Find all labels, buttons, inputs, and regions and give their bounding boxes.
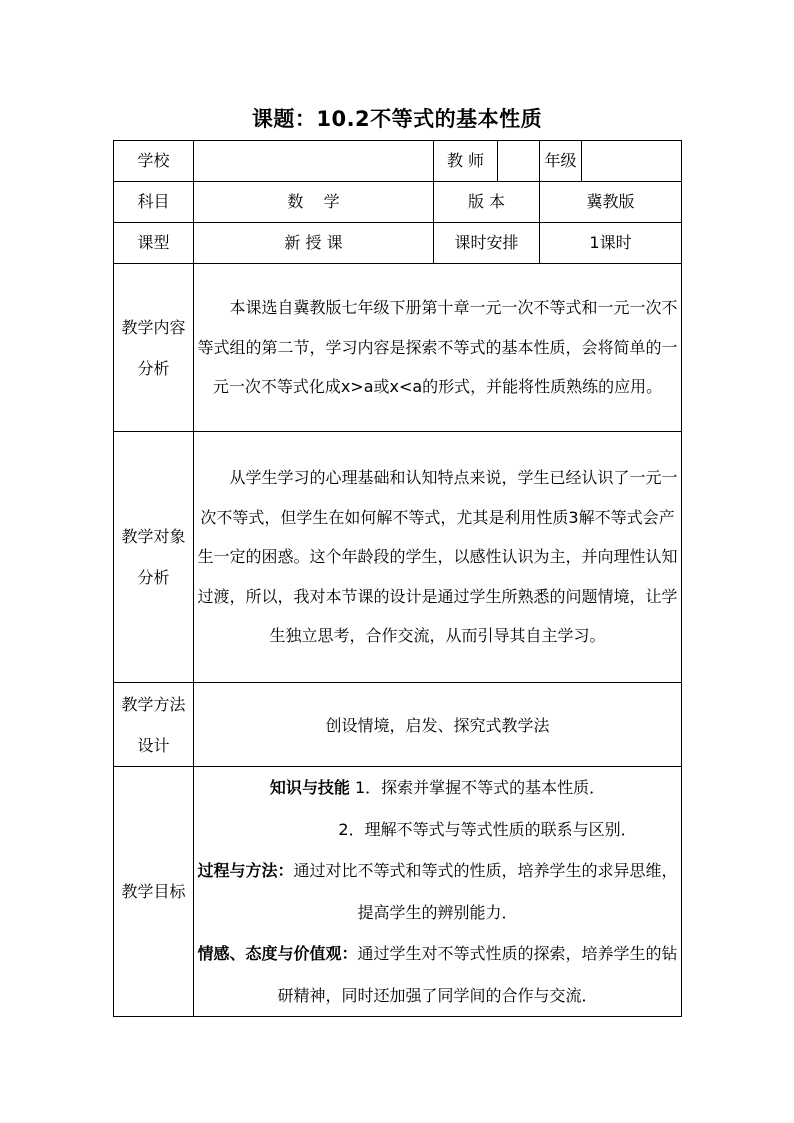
teacher-field[interactable] [498, 141, 539, 181]
page-title: 课题：10.2不等式的基本性质 [251, 107, 543, 131]
subject-value: 数 学 [194, 182, 434, 223]
process-text: 通过对比不等式和等式的性质，培养学生的求异思维，提高学生的辨别能力． [293, 861, 678, 922]
goals-content [194, 767, 682, 1017]
method-label: 教学方法设计 [114, 683, 194, 767]
type-label: 课型 [114, 223, 194, 264]
type-value: 新 授 课 [194, 223, 434, 264]
row-type [114, 223, 682, 264]
subject-label: 科目 [114, 182, 194, 223]
goals-label: 教学目标 [114, 767, 194, 1017]
edition-value: 冀教版 [540, 182, 682, 223]
row-object-analysis [114, 432, 682, 683]
method-text: 创设情境，启发、探究式教学法 [194, 683, 682, 767]
row-method [114, 683, 682, 767]
lesson-plan-table [113, 140, 682, 1017]
school-label: 学校 [114, 141, 194, 182]
row-content-analysis [114, 264, 682, 432]
edition-label: 版 本 [434, 182, 540, 223]
object-analysis-label: 教学对象分析 [114, 432, 194, 683]
row-school [114, 141, 682, 182]
object-analysis-text: 从学生学习的心理基础和认知特点来说，学生已经认识了一元一次不等式，但学生在如何解不等式，尤其是利用性质3解不等式会产生一定的困惑。这个年龄段的学生，以感性认识为主，并向理性认知过渡，所以，我对本节课的设计是通过学生所熟悉的问题情境，让学生独立思考，合作交流，从而引导其自主学习。 [194, 432, 682, 683]
process-title: 过程与方法： [197, 861, 294, 880]
teacher-cell [434, 141, 540, 182]
schedule-label: 课时安排 [434, 223, 540, 264]
schedule-value: 1课时 [540, 223, 682, 264]
knowledge-title: 知识与技能 [269, 778, 350, 797]
knowledge-item-1: 1．探索并掌握不等式的基本性质． [354, 778, 606, 797]
emotion-text: 通过学生对不等式性质的探索，培养学生的钻研精神，同时还加强了同学间的合作与交流． [277, 944, 678, 1005]
content-analysis-text: 本课选自冀教版七年级下册第十章一元一次不等式和一元一次不等式组的第二节，学习内容是探索不等式的基本性质，会将简单的一元一次不等式化成x>a或x<a的形式，并能将性质熟练的应用。 [194, 264, 682, 432]
grade-label: 年级 [540, 141, 582, 182]
row-goals [114, 767, 682, 1017]
grade-field[interactable] [582, 141, 682, 182]
teacher-label: 教 师 [434, 141, 498, 181]
content-analysis-label: 教学内容分析 [114, 264, 194, 432]
row-subject [114, 182, 682, 223]
knowledge-item-2: 2．理解不等式与等式性质的联系与区别． [338, 819, 637, 839]
school-field[interactable] [194, 141, 434, 182]
emotion-title: 情感、态度与价值观： [197, 944, 358, 963]
